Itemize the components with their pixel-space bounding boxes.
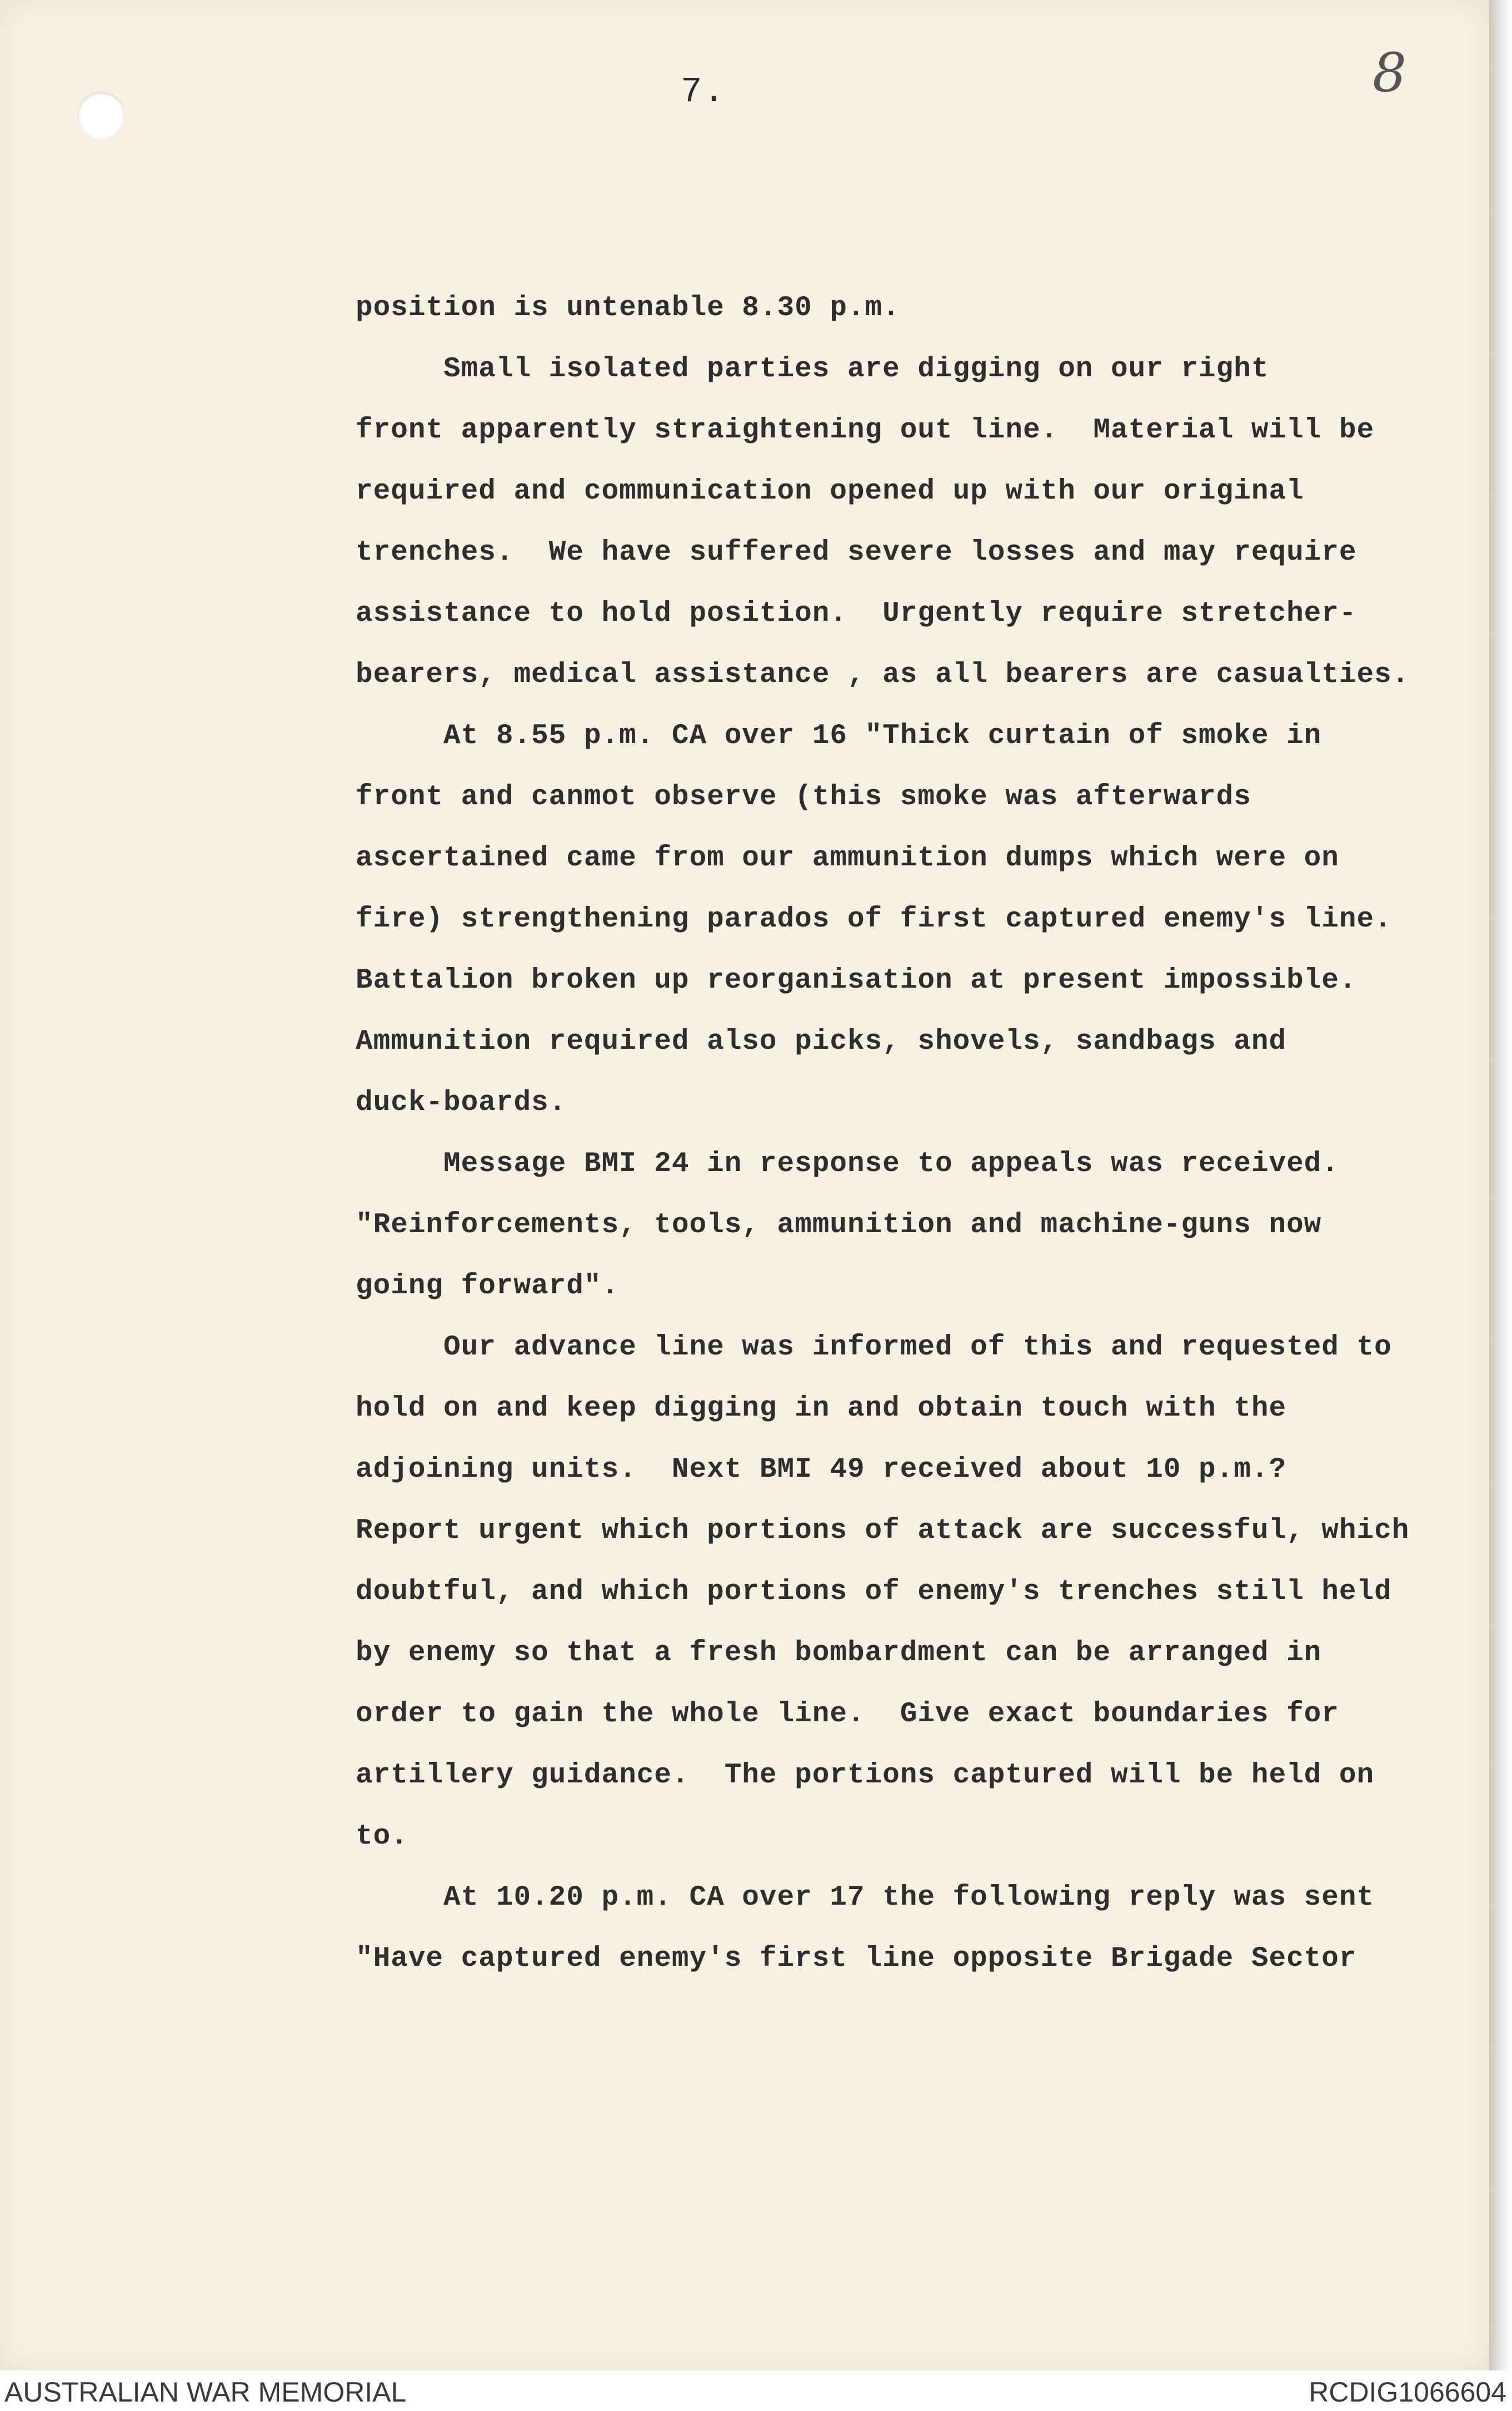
- text-line: "Reinforcements, tools, ammunition and machine-guns now: [356, 1209, 1322, 1241]
- text-line: front apparently straightening out line. Material will be: [356, 415, 1375, 446]
- archive-name: AUSTRALIAN WAR MEMORIAL: [4, 2377, 407, 2408]
- text-line: front and canmot observe (this smoke was afterwards: [356, 781, 1251, 813]
- text-line: Report urgent which portions of attack are successful, which: [356, 1515, 1410, 1547]
- text-line: position is untenable 8.30 p.m.: [356, 292, 900, 324]
- text-line: fire) strengthening parados of first captured enemy's line.: [356, 904, 1392, 935]
- typed-body-text: [356, 278, 1489, 1990]
- text-line: to.: [356, 1821, 408, 1852]
- text-line: required and communication opened up with our original: [356, 476, 1304, 507]
- text-line: trenches. We have suffered severe losses and may require: [356, 537, 1357, 569]
- text-line: "Have captured enemy's first line opposite Brigade Sector: [356, 1943, 1357, 1975]
- text-line: At 8.55 p.m. CA over 16 "Thick curtain of smoke in: [356, 720, 1322, 752]
- text-line: artillery guidance. The portions captured will be held on: [356, 1760, 1375, 1791]
- text-line: At 10.20 p.m. CA over 17 the following reply was sent: [356, 1882, 1375, 1914]
- text-line: hold on and keep digging in and obtain touch with the: [356, 1393, 1287, 1424]
- text-line: adjoining units. Next BMI 49 received about 10 p.m.?: [356, 1454, 1287, 1486]
- text-line: Ammunition required also picks, shovels, sandbags and: [356, 1026, 1287, 1058]
- archive-id: RCDIG1066604: [1309, 2377, 1506, 2408]
- archive-footer: [0, 2370, 1512, 2411]
- text-line: order to gain the whole line. Give exact boundaries for: [356, 1698, 1339, 1730]
- text-line: Message BMI 24 in response to appeals was received.: [356, 1148, 1339, 1180]
- text-line: ascertained came from our ammunition dumps which were on: [356, 843, 1339, 874]
- text-line: going forward".: [356, 1271, 620, 1302]
- text-line: by enemy so that a fresh bombardment can be arranged in: [356, 1637, 1322, 1669]
- text-line: doubtful, and which portions of enemy's trenches still held: [356, 1576, 1392, 1608]
- text-line: Our advance line was informed of this and requested to: [356, 1332, 1392, 1363]
- text-line: Small isolated parties are digging on our right: [356, 353, 1269, 385]
- punch-hole: [78, 92, 125, 139]
- folio-number: 8: [1373, 42, 1407, 104]
- text-line: assistance to hold position. Urgently require stretcher-: [356, 598, 1357, 630]
- text-line: bearers, medical assistance , as all bearers are casualties.: [356, 659, 1410, 691]
- page-edge-shadow: [1489, 0, 1512, 2370]
- text-line: duck-boards.: [356, 1087, 567, 1119]
- text-line: Battalion broken up reorganisation at present impossible.: [356, 965, 1357, 997]
- page-number: 7.: [681, 72, 726, 112]
